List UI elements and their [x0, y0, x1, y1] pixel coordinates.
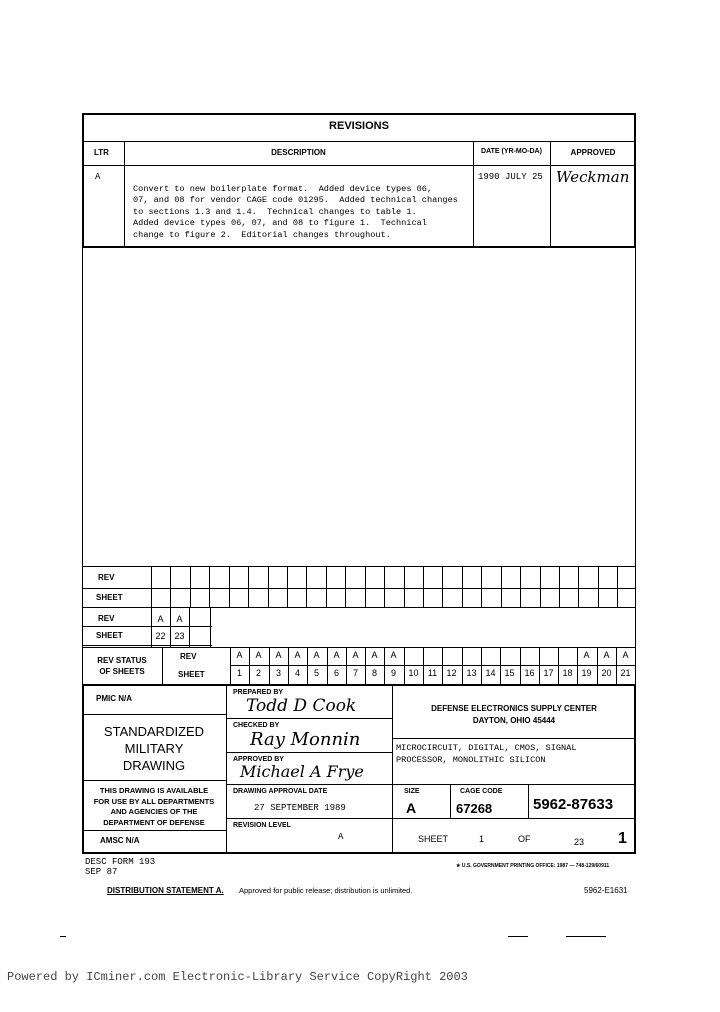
status-sheet-11: 11	[427, 668, 438, 678]
size-label: SIZE	[404, 788, 420, 795]
drawing-number: 5962-87633	[533, 796, 614, 813]
revisions-title: REVISIONS	[329, 120, 389, 132]
status-sheet-6: 6	[333, 668, 339, 678]
status-sheet-13: 13	[466, 668, 477, 678]
revision-ltr: A	[95, 172, 101, 182]
rev-status-label: REV STATUS OF SHEETS	[97, 656, 147, 676]
status-rev-2: A	[255, 650, 262, 660]
corner-sheet-number: 1	[618, 830, 627, 847]
status-sheet-14: 14	[485, 668, 496, 678]
standardized-military-drawing: STANDARDIZED MILITARY DRAWING	[103, 724, 205, 773]
status-sheet-2: 2	[255, 668, 261, 678]
prepared-signature: Todd D Cook	[246, 696, 357, 716]
revision-date: 1990 JULY 25	[478, 172, 543, 182]
approved-signature: Weckman	[556, 168, 630, 186]
status-sheet-10: 10	[408, 668, 419, 678]
status-rev-label: REV	[180, 652, 197, 661]
status-rev-7: A	[352, 650, 359, 660]
approved-by-signature: Michael A Frye	[240, 762, 364, 781]
status-rev-1: A	[236, 650, 243, 660]
distribution-statement-text: Approved for public release; distribution is unlimited.	[239, 886, 413, 895]
checked-by-label: CHECKED BY	[233, 722, 280, 729]
status-sheet-7: 7	[352, 668, 358, 678]
revision-description: Convert to new boilerplate format. Added device types 06, 07, and 08 for vendor CAGE code 01295. Added technical changes to sections 1.3 and 1.4. Technical changes to table 1. Added device types 06, 07, and 08 to figure 1. Technical change to figure 2. Editorial changes throughout.	[133, 183, 458, 240]
status-sheet-17: 17	[543, 668, 554, 678]
drawing-title: MICROCIRCUIT, DIGITAL, CMOS, SIGNAL PROCESSOR, MONOLITHIC SILICON	[396, 743, 577, 765]
approval-date: 27 SEPTEMBER 1989	[254, 803, 346, 813]
status-rev-19: A	[583, 650, 590, 660]
approval-date-label: DRAWING APPROVAL DATE	[233, 788, 328, 795]
rev-label-row1: REV	[98, 573, 115, 582]
status-sheet-15: 15	[504, 668, 515, 678]
status-sheet-18: 18	[562, 668, 573, 678]
form-code: 5962-E1631	[584, 886, 628, 895]
status-rev-6: A	[333, 650, 340, 660]
cage-code-label: CAGE CODE	[460, 788, 503, 795]
status-sheet-9: 9	[390, 668, 396, 678]
status-rev-8: A	[371, 650, 378, 660]
approved-by-label: APPROVED BY	[233, 756, 284, 763]
sheet-label-row2: SHEET	[96, 593, 123, 602]
cage-code-value: 67268	[456, 801, 493, 816]
status-rev-3: A	[275, 650, 282, 660]
status-sheet-5: 5	[313, 668, 319, 678]
status-rev-5: A	[313, 650, 320, 660]
distribution-statement-label: DISTRIBUTION STATEMENT A.	[107, 886, 224, 895]
status-sheet-21: 21	[620, 668, 631, 678]
prepared-by-label: PREPARED BY	[233, 689, 284, 696]
row3-rev-23: A	[176, 614, 183, 624]
status-rev-4: A	[294, 650, 301, 660]
gpo-notice: ★ U.S. GOVERNMENT PRINTING OFFICE: 1987 — 748-129/60911	[456, 863, 610, 869]
pmic: PMIC N/A	[96, 694, 132, 703]
status-sheet-20: 20	[601, 668, 612, 678]
sheet-label-row4: SHEET	[96, 631, 123, 640]
revision-level: A	[338, 832, 344, 842]
status-sheet-label: SHEET	[178, 670, 205, 679]
status-rev-20: A	[603, 650, 610, 660]
status-sheet-1: 1	[236, 668, 242, 678]
rev-label-row3: REV	[98, 614, 115, 623]
size-value: A	[406, 800, 417, 816]
status-sheet-4: 4	[294, 668, 300, 678]
availability-notice: THIS DRAWING IS AVAILABLE FOR USE BY ALL DEPARTMENTS AND AGENCIES OF THE DEPARTMENT OF DEFENSE	[93, 786, 215, 827]
form-number: DESC FORM 193 SEP 87	[85, 857, 156, 877]
status-rev-9: A	[390, 650, 397, 660]
status-rev-21: A	[622, 650, 629, 660]
of-number: 23	[574, 837, 585, 847]
row4-sheet-22: 22	[155, 631, 166, 641]
description-header: DESCRIPTION	[271, 148, 326, 157]
row4-sheet-23: 23	[174, 631, 185, 641]
status-sheet-8: 8	[371, 668, 377, 678]
row3-rev-22: A	[157, 614, 164, 624]
sheet-number: 1	[479, 834, 485, 844]
status-sheet-19: 19	[581, 668, 592, 678]
revision-level-label: REVISION LEVEL	[233, 822, 291, 829]
sheet-label: SHEET	[418, 834, 449, 844]
agency-name: DEFENSE ELECTRONICS SUPPLY CENTER DAYTON, OHIO 45444	[431, 704, 597, 725]
watermark: Powered by ICminer.com Electronic-Library Service CopyRight 2003	[7, 970, 468, 984]
date-header: DATE (YR-MO-DA)	[481, 148, 542, 155]
of-label: OF	[518, 834, 531, 844]
approved-header: APPROVED	[570, 148, 616, 157]
ltr-header: LTR	[94, 148, 109, 157]
status-sheet-16: 16	[524, 668, 535, 678]
amsc: AMSC N/A	[100, 836, 140, 845]
status-sheet-3: 3	[275, 668, 281, 678]
checked-signature: Ray Monnin	[250, 729, 361, 750]
status-sheet-12: 12	[446, 668, 457, 678]
